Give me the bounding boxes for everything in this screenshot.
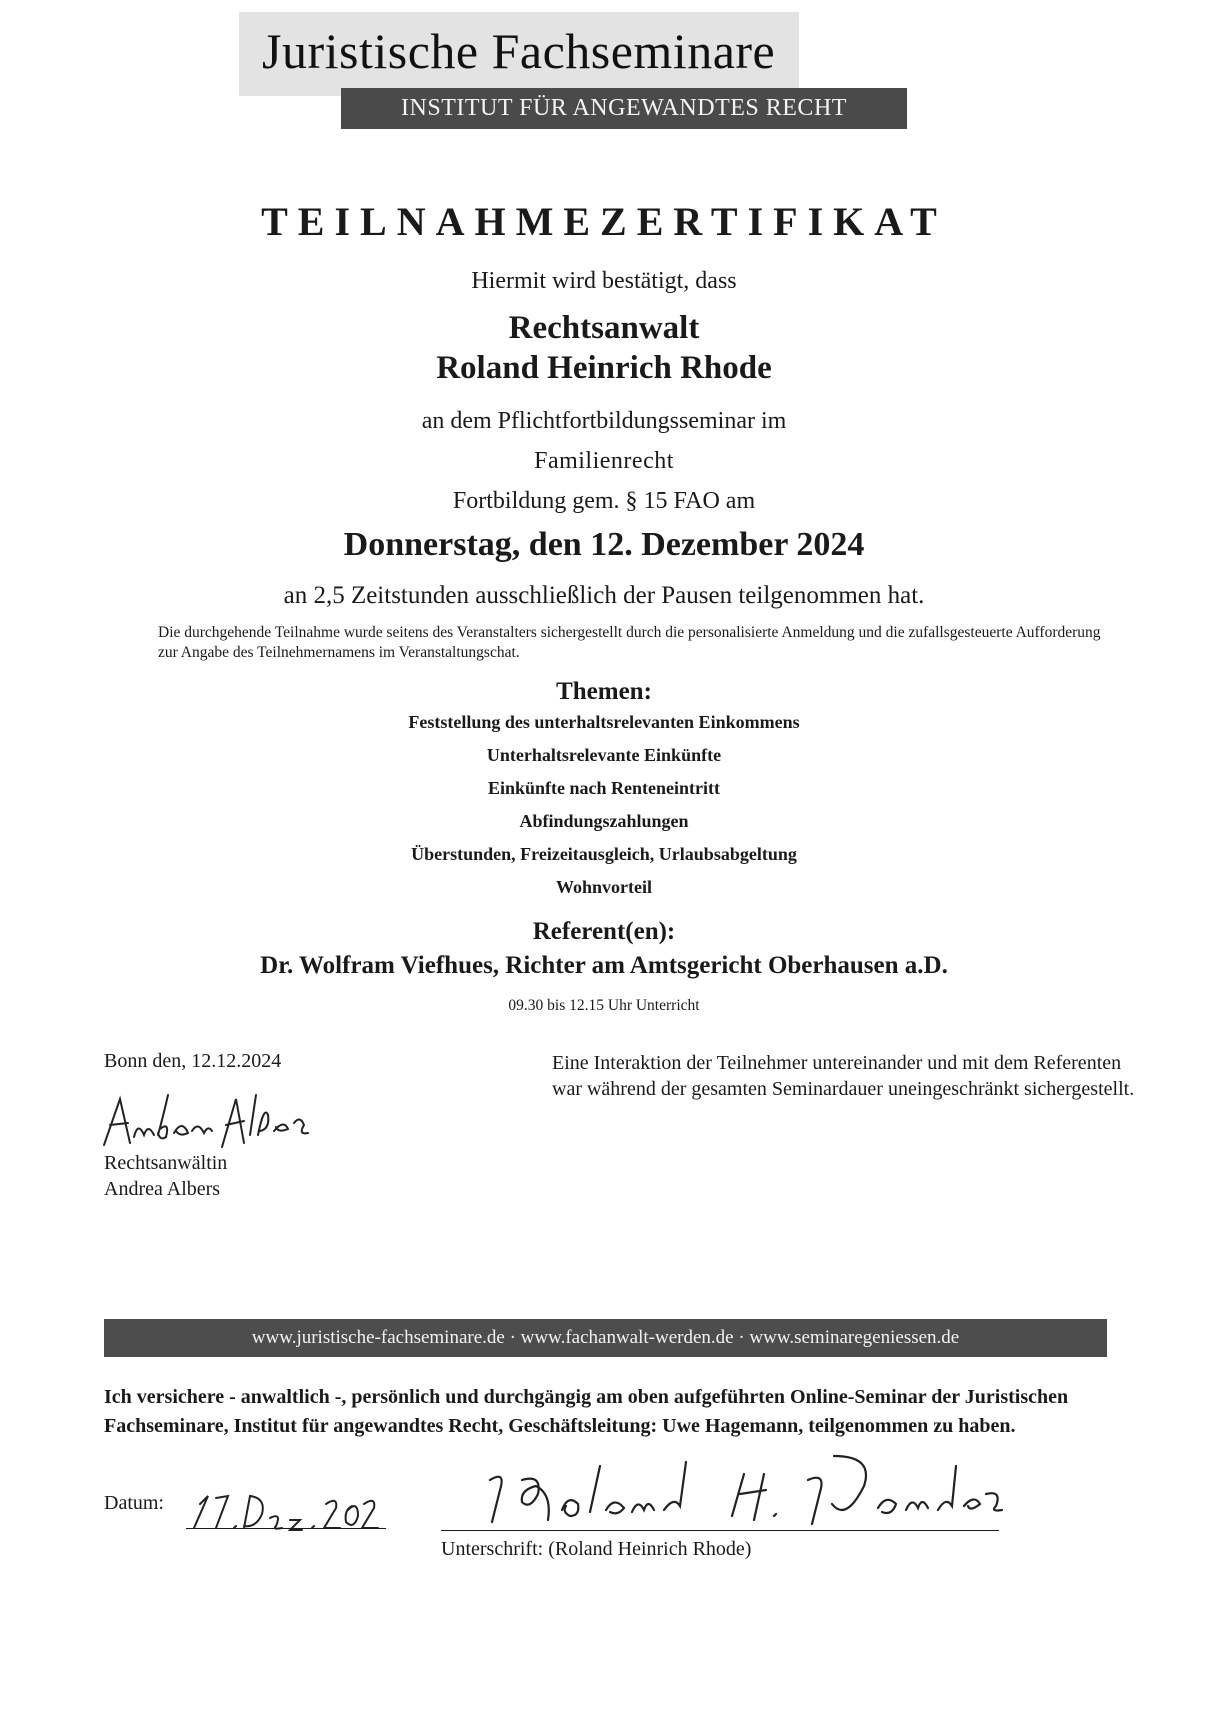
date-underline [186,1528,386,1529]
issuer-name: Andrea Albers [104,1178,221,1200]
referent-heading: Referent(en): [532,918,676,945]
seminar-date: Donnerstag, den 12. Dezember 2024 [343,526,865,563]
footer-links-bar: www.juristische-fachseminare.de · www.fachanwalt-werden.de · www.seminaregeniessen.de [104,1319,1107,1357]
participant-declaration: Ich versichere - anwaltlich -, persönlich und durchgängig am oben aufgeführten Online-Seminar der Juristischen Fachseminare, Institut für angewandtes Recht, Geschäftsleitung: Uwe Hagemann, teilgenommen zu haben. [104,1386,1069,1437]
participant-signature [482,1450,1022,1536]
issue-place-date: Bonn den, 12.12.2024 [104,1050,282,1072]
date-label: Datum: [104,1492,164,1514]
referent-name: Dr. Wolfram Viefhues, Richter am Amtsgericht Oberhausen a.D. [260,952,948,979]
themes-heading: Themen: [556,678,652,705]
signature-line [441,1530,999,1531]
certificate-title: TEILNAHMEZERTIFIKAT [261,199,947,244]
topic-item: Unterhaltsrelevante Einkünfte [486,745,722,765]
handwritten-date [186,1478,386,1538]
logo-name: Juristische Fachseminare [262,23,776,79]
logo-subtitle-bar: INSTITUT FÜR ANGEWANDTES RECHT [341,88,907,129]
participant-name: Roland Heinrich Rhode [436,350,772,386]
seminar-line-2: Familienrecht [534,448,674,474]
lesson-time: 09.30 bis 12.15 Uhr Unterricht [508,997,700,1014]
topic-item: Wohnvorteil [555,877,652,897]
interaction-note: Eine Interaktion der Teilnehmer untereinander und mit dem Referenten war während der gesamten Seminardauer uneingeschränkt sichergestellt. [552,1052,1135,1100]
topic-item: Überstunden, Freizeitausgleich, Urlaubsabgeltung [411,844,797,864]
seminar-hours: an 2,5 Zeitstunden ausschließlich der Pausen teilgenommen hat. [283,582,925,609]
participation-note: Die durchgehende Teilnahme wurde seitens des Veranstalters sichergestellt durch die personalisierte Anmeldung und die zufallsgesteuerte Aufforderung zur Angabe des Teilnehmernamens im Veranstaltungschat. [158,624,1101,661]
issuer-title: Rechtsanwältin [104,1152,228,1174]
seminar-line-1: an dem Pflichtfortbildungsseminar im [421,408,787,434]
signature-caption: Unterschrift: (Roland Heinrich Rhode) [441,1538,752,1560]
issuer-signature [98,1085,328,1155]
certificate-intro: Hiermit wird bestätigt, dass [471,268,737,294]
seminar-line-3: Fortbildung gem. § 15 FAO am [452,488,756,514]
topic-item: Feststellung des unterhaltsrelevanten Einkommens [408,712,800,732]
participant-title: Rechtsanwalt [508,310,700,346]
topic-item: Abfindungszahlungen [519,811,689,831]
topic-item: Einkünfte nach Renteneintritt [487,778,720,798]
